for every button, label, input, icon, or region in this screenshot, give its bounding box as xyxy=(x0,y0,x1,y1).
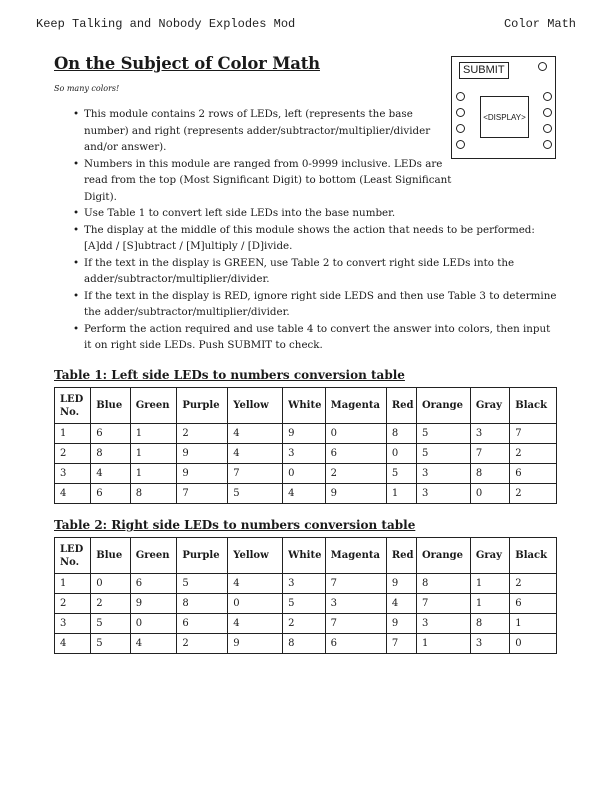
table-cell: 4 xyxy=(283,484,326,504)
table-cell: 7 xyxy=(177,484,228,504)
column-header: Blue xyxy=(91,538,130,574)
table-row xyxy=(55,574,557,594)
table-cell: 4 xyxy=(228,424,283,444)
column-header: Orange xyxy=(416,538,470,574)
column-header: LED No. xyxy=(55,538,91,574)
column-header: Orange xyxy=(416,388,470,424)
table-cell: 3 xyxy=(416,484,470,504)
table-cell: 5 xyxy=(228,484,283,504)
column-header: LED No. xyxy=(55,388,91,424)
instruction-item xyxy=(84,205,560,222)
table-cell: 3 xyxy=(283,444,326,464)
table-cell: 2 xyxy=(510,444,557,464)
column-header: Blue xyxy=(91,388,130,424)
table-cell: 2 xyxy=(325,464,386,484)
column-header: Black xyxy=(510,388,557,424)
column-header: White xyxy=(283,388,326,424)
table-cell: 0 xyxy=(386,444,416,464)
table-cell: 0 xyxy=(91,574,130,594)
table-cell: 9 xyxy=(386,614,416,634)
table-cell: 7 xyxy=(228,464,283,484)
table-cell: 3 xyxy=(55,464,91,484)
instruction-item xyxy=(84,288,560,321)
table-row xyxy=(55,444,557,464)
instruction-item xyxy=(84,106,560,156)
table-cell: 3 xyxy=(283,574,326,594)
led-right xyxy=(543,92,552,101)
table-cell: 4 xyxy=(91,464,130,484)
table-cell: 9 xyxy=(130,594,177,614)
table-cell: 1 xyxy=(416,634,470,654)
table1 xyxy=(54,387,557,504)
table-cell: 4 xyxy=(228,614,283,634)
instruction-text: If the text in the display is RED, ignore right side LEDS and then use Table 3 to determine the adder/subtractor/multiplier/divider. xyxy=(84,289,557,318)
table-cell: 9 xyxy=(386,574,416,594)
table-cell: 3 xyxy=(55,614,91,634)
instruction-list xyxy=(84,106,560,354)
table-cell: 4 xyxy=(130,634,177,654)
table-cell: 7 xyxy=(416,594,470,614)
table-row xyxy=(55,484,557,504)
page-subtitle: So many colors! xyxy=(54,84,120,93)
table2-caption: Table 2: Right side LEDs to numbers conversion table xyxy=(54,518,416,532)
table-cell: 8 xyxy=(470,464,509,484)
instruction-text: The display at the middle of this module shows the action that needs to be performed: [A]dd / [S]ubtract / [M]ultiply / [D]ivide. xyxy=(84,223,535,252)
column-header: Magenta xyxy=(325,388,386,424)
column-header: Gray xyxy=(470,538,509,574)
table-cell: 1 xyxy=(470,594,509,614)
table-cell: 7 xyxy=(325,614,386,634)
table-cell: 3 xyxy=(325,594,386,614)
table-cell: 4 xyxy=(228,574,283,594)
table-cell: 6 xyxy=(325,444,386,464)
column-header: Purple xyxy=(177,538,228,574)
table-cell: 5 xyxy=(416,444,470,464)
table-cell: 2 xyxy=(55,444,91,464)
table-cell: 0 xyxy=(325,424,386,444)
table-cell: 0 xyxy=(130,614,177,634)
table-cell: 7 xyxy=(510,424,557,444)
column-header: Green xyxy=(130,388,177,424)
instruction-text: Numbers in this module are ranged from 0-9999 inclusive. LEDs are read from the top (Most Significant Digit) to bottom (Least Significant Digit). xyxy=(84,157,452,203)
instruction-item xyxy=(84,321,560,354)
table-cell: 6 xyxy=(91,484,130,504)
column-header: Red xyxy=(386,388,416,424)
table-row xyxy=(55,614,557,634)
table-cell: 1 xyxy=(55,574,91,594)
led-left xyxy=(456,92,465,101)
diagram-submit-label: SUBMIT xyxy=(459,62,509,79)
table-cell: 2 xyxy=(177,634,228,654)
table-cell: 5 xyxy=(386,464,416,484)
table-cell: 7 xyxy=(386,634,416,654)
table-cell: 2 xyxy=(91,594,130,614)
table-cell: 3 xyxy=(416,464,470,484)
table-cell: 2 xyxy=(177,424,228,444)
table-cell: 3 xyxy=(470,424,509,444)
table-cell: 3 xyxy=(416,614,470,634)
table-cell: 4 xyxy=(386,594,416,614)
column-header: Yellow xyxy=(228,388,283,424)
table-cell: 8 xyxy=(470,614,509,634)
table1-header-row xyxy=(55,388,557,424)
instruction-item xyxy=(84,255,560,288)
table-cell: 5 xyxy=(91,634,130,654)
table-cell: 9 xyxy=(325,484,386,504)
table-cell: 0 xyxy=(283,464,326,484)
table-cell: 6 xyxy=(510,464,557,484)
table-cell: 5 xyxy=(283,594,326,614)
table-cell: 1 xyxy=(130,424,177,444)
instruction-text: Use Table 1 to convert left side LEDs into the base number. xyxy=(84,207,396,219)
table-cell: 9 xyxy=(177,464,228,484)
table-cell: 0 xyxy=(510,634,557,654)
table-row xyxy=(55,464,557,484)
table-cell: 9 xyxy=(177,444,228,464)
table-cell: 3 xyxy=(470,634,509,654)
table-cell: 8 xyxy=(283,634,326,654)
table-cell: 1 xyxy=(470,574,509,594)
table-cell: 2 xyxy=(55,594,91,614)
table-cell: 8 xyxy=(386,424,416,444)
page-header-left: Keep Talking and Nobody Explodes Mod xyxy=(36,17,296,31)
table-cell: 2 xyxy=(510,484,557,504)
table-cell: 0 xyxy=(470,484,509,504)
table-cell: 9 xyxy=(228,634,283,654)
table-cell: 5 xyxy=(416,424,470,444)
led-indicator xyxy=(538,62,547,71)
table-cell: 7 xyxy=(470,444,509,464)
table-cell: 6 xyxy=(91,424,130,444)
table-cell: 4 xyxy=(55,634,91,654)
column-header: Yellow xyxy=(228,538,283,574)
table-cell: 1 xyxy=(510,614,557,634)
table-cell: 8 xyxy=(130,484,177,504)
table-cell: 9 xyxy=(283,424,326,444)
instruction-text: Perform the action required and use table 4 to convert the answer into colors, then input it on right side LEDs. Push SUBMIT to check. xyxy=(84,322,551,351)
table-cell: 2 xyxy=(283,614,326,634)
page-header-right: Color Math xyxy=(503,17,576,31)
table-cell: 5 xyxy=(177,574,228,594)
instruction-text: If the text in the display is GREEN, use Table 2 to convert right side LEDs into the adder/subtractor/multiplier/divider. xyxy=(84,256,515,285)
table-cell: 6 xyxy=(177,614,228,634)
column-header: Magenta xyxy=(325,538,386,574)
table-cell: 1 xyxy=(55,424,91,444)
table-cell: 5 xyxy=(91,614,130,634)
table-row xyxy=(55,424,557,444)
table-cell: 2 xyxy=(510,574,557,594)
table2 xyxy=(54,537,557,654)
table-cell: 1 xyxy=(386,484,416,504)
column-header: Gray xyxy=(470,388,509,424)
table-cell: 7 xyxy=(325,574,386,594)
instruction-item xyxy=(84,222,560,255)
table-cell: 6 xyxy=(510,594,557,614)
table2-header-row xyxy=(55,538,557,574)
table-cell: 1 xyxy=(130,444,177,464)
table-cell: 4 xyxy=(55,484,91,504)
table-cell: 6 xyxy=(130,574,177,594)
diagram-display: <DISPLAY> xyxy=(480,96,529,138)
table1-caption: Table 1: Left side LEDs to numbers conversion table xyxy=(54,368,405,382)
table-cell: 6 xyxy=(325,634,386,654)
page-title: On the Subject of Color Math xyxy=(54,54,320,73)
instruction-item xyxy=(84,156,560,206)
table-cell: 0 xyxy=(228,594,283,614)
table-row xyxy=(55,594,557,614)
table-cell: 1 xyxy=(130,464,177,484)
column-header: Black xyxy=(510,538,557,574)
instruction-text: This module contains 2 rows of LEDs, left (represents the base number) and right (represents adder/subtractor/multiplier/divider and/or answer). xyxy=(84,108,431,153)
table-row xyxy=(55,634,557,654)
column-header: White xyxy=(283,538,326,574)
table-cell: 8 xyxy=(177,594,228,614)
table-cell: 4 xyxy=(228,444,283,464)
table-cell: 8 xyxy=(91,444,130,464)
table-cell: 8 xyxy=(416,574,470,594)
column-header: Purple xyxy=(177,388,228,424)
column-header: Red xyxy=(386,538,416,574)
column-header: Green xyxy=(130,538,177,574)
